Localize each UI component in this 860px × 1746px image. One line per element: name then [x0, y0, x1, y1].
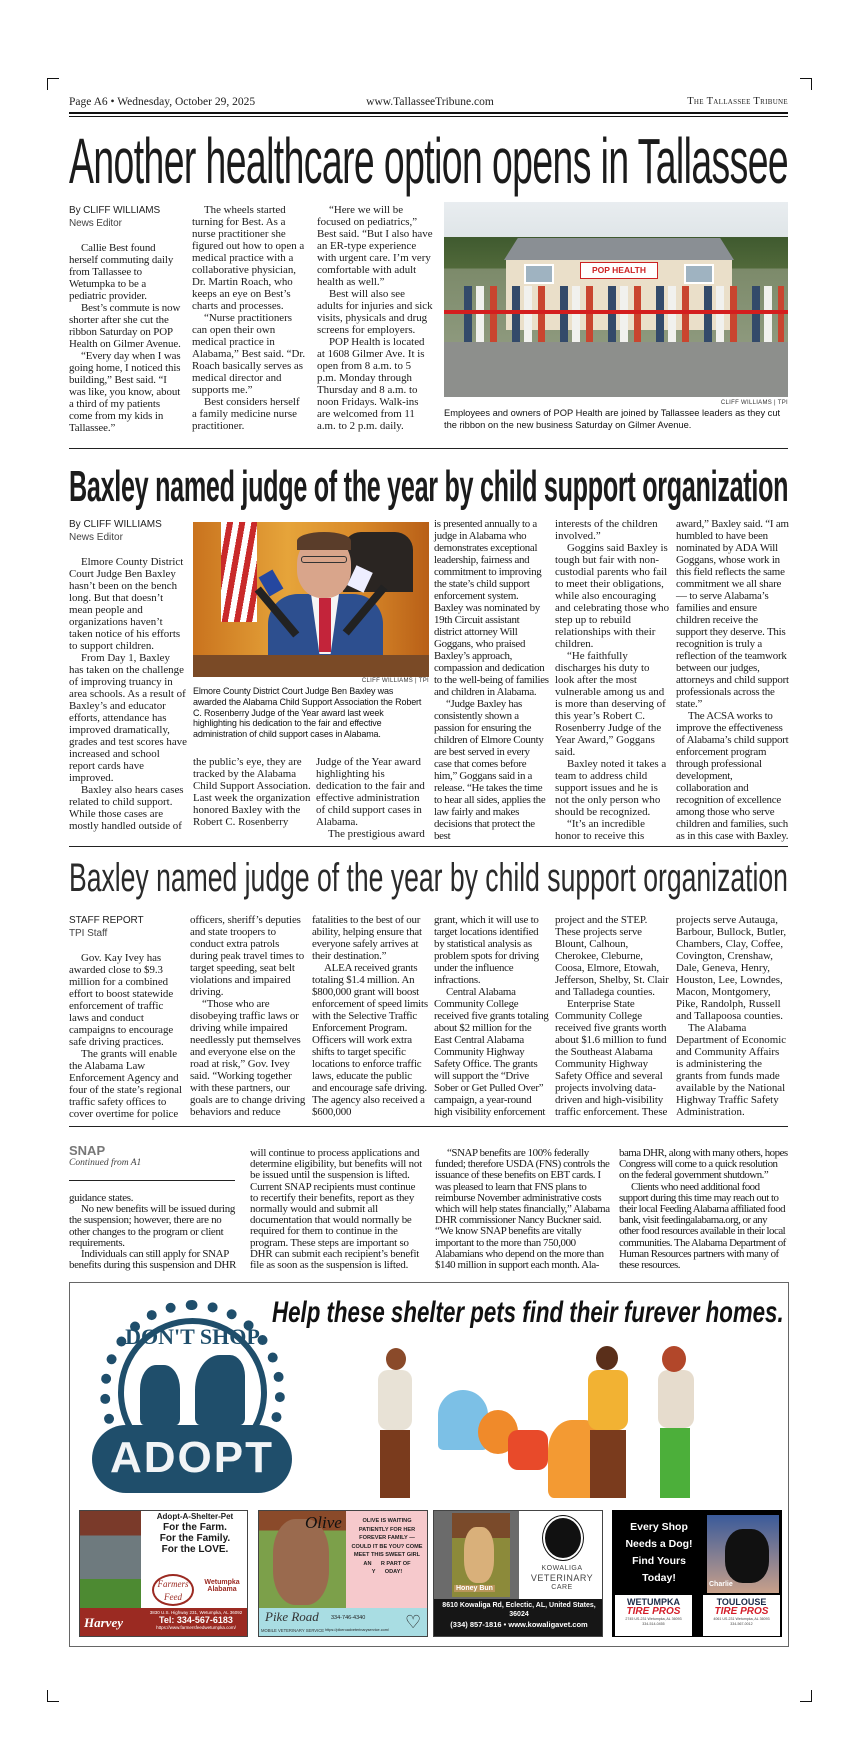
headline-baxley: Baxley named judge of the year by child support organization [69, 462, 789, 511]
store-name: TOULOUSE [716, 1597, 767, 1607]
paragraph: The prestigious award [328, 828, 425, 840]
article3-column-3 [312, 914, 428, 1118]
store-phone: 334-514-0455 [642, 1622, 665, 1626]
paragraph: From Day 1, Baxley has taken on the challenge of improving truancy in area schools. As a result of Baxley’s and educator efforts, attendance has improved dramatically, grades and test scores have increased and school report cards have improved. [69, 652, 187, 784]
kowaliga-contact[interactable]: (334) 857-1816 • www.kowaligavet.com [450, 1620, 588, 1629]
article3-column-1 [69, 914, 183, 1120]
paragraph: “It’s an incredible honor to receive this [555, 818, 646, 842]
store-brand: TIRE PROS [626, 1606, 681, 1617]
paragraph: Gov. Kay Ivey has awarded close to $9.3 million for a combined effort to boost statewide enforcement of traffic laws and conduct campaigns to encourage safe driving practices. [69, 952, 174, 1048]
paper-name: The Tallassee Tribune [687, 96, 788, 107]
kowaliga-brand: CARE [551, 1584, 573, 1591]
logo-adopt: ADOPT [110, 1433, 274, 1482]
paragraph: POP Health is located at 1608 Gilmer Ave. It is open from 8 a.m. to 5 p.m. Monday through Thursday and 8 a.m. to noon Fridays. Walk-ins are welcomed from 11 a.m. to 2 p.m. daily. [317, 336, 425, 432]
farmers-phone: Tel: 334-567-6183 [159, 1615, 233, 1625]
article3-column-6 [676, 914, 789, 1118]
section-divider [69, 448, 788, 449]
olive-text-line: Y ODAY! [371, 1569, 403, 1575]
paragraph: The grants will enable the Alabama Law Enforcement Agency and four of the state’s regional traffic safety offices to cover overtime for police [69, 1048, 182, 1120]
store-address: 4061 US-231 Wetumpka, AL 36093 [713, 1617, 770, 1621]
toulouse-tire-pros [703, 1595, 780, 1636]
paragraph: Individuals can still apply for SNAP benefits during this suspension and DHR [69, 1248, 237, 1272]
farmers-slogan [142, 1513, 248, 1555]
byline-author: By CLIFF WILLIAMS [69, 519, 162, 530]
store-brand: TIRE PROS [714, 1606, 769, 1617]
website-link[interactable]: www.TallasseeTribune.com [366, 96, 494, 108]
paragraph: Goggins said Baxley is tough but fair with non-custodial parents who fail to meet their obligations, while also encouraging and celebrating those who step up to rebuild relationships with their children. [555, 542, 670, 650]
pet-name-olive: Olive [305, 1513, 342, 1532]
pet-name-harvey: Harvey [84, 1615, 123, 1630]
slogan-line: For the Family. [159, 1532, 231, 1544]
paragraph: “Every day when I was going home, I noticed this building,” Best said. “I was like, you know, about a third of my patients come from my kids in Tallassee.” [69, 350, 181, 434]
farmers-address: 3830 U.S. Highway 231, Wetumpka, AL 36092 [149, 1610, 243, 1615]
photo-credit: CLIFF WILLIAMS | TPI [720, 400, 788, 406]
page-info: Page A6 • Wednesday, October 29, 2025 [69, 96, 256, 108]
article2-column-5 [555, 518, 670, 842]
paragraph: Elmore County District Court Judge Ben Baxley hasn’t been on the bench long. But that doesn’t mean people and organizations haven’t taken notice of his efforts to support children. [69, 556, 184, 652]
paragraph: Best will also see adults for injuries and sick visits, physicals and drug screens for employers. [317, 288, 433, 336]
ribbon-cutting-photo [444, 202, 788, 397]
article2-column-4 [434, 518, 549, 842]
article3-column-5 [555, 914, 670, 1118]
snap-label: SNAP [69, 1143, 106, 1158]
slogan-line: For the LOVE. [161, 1543, 229, 1555]
paragraph: Clients who need additional food support during this time may reach out to their local Feeding Alabama affiliated food bank, visit feedingalabama.org, or any other food resources available in their local communities. The Alabama Department of Human Resources partners with many of these resources. [619, 1180, 786, 1272]
article2-column-1 [69, 518, 187, 832]
headline-container [69, 856, 788, 900]
paragraph: guidance states. [69, 1192, 134, 1204]
paragraph: The Alabama Department of Economic and Community Affairs is administering the grants from funds made available by the National Highway Traffic Safety Administration. [676, 1022, 787, 1118]
article2-column-6 [676, 518, 789, 842]
kowaliga-logo-icon [543, 1516, 583, 1560]
byline [69, 204, 181, 230]
crop-mark [800, 78, 812, 90]
paragraph: “SNAP benefits are 100% federally funded; therefore USDA (FNS) controls the issuance of these benefits on EBT cards. I was pleased to learn that FNS plans to reimburse November administrative costs which will help states financially,” Alabama DHR commissioner Nancy Buckner said. “We know SNAP benefits are vitally important to the more than 750,000 Alabamians who depend on the more than $140 million in support each month. Ala- [435, 1147, 610, 1272]
snap-column-2 [250, 1148, 422, 1271]
article2-column-3 [316, 756, 430, 840]
farmers-feed-ad[interactable] [79, 1510, 248, 1637]
byline-author: By CLIFF WILLIAMS [69, 205, 161, 216]
paragraph: grant, which it will use to target locations identified by statistical analysis as problem spots for driving under the influence infractions. [434, 914, 539, 986]
photo-credit: CLIFF WILLIAMS | TPI [361, 678, 429, 684]
store-phone: 334-567-0012 [730, 1622, 753, 1626]
cat-silhouette-icon [140, 1365, 180, 1425]
photo-caption: Employees and owners of POP Health are joined by Tallassee leaders as they cut the ribbon on the new business Saturday on Gilmer Avenue. [444, 408, 781, 430]
paragraph: bama DHR, along with many others, hopes Congress will come to a quick resolution on the federal government shutdown.” [619, 1147, 788, 1182]
olive-text-line: OLIVE IS WAITING [362, 1518, 412, 1524]
crop-mark [47, 78, 59, 90]
paragraph: interests of the children involved.” [555, 518, 658, 542]
headline-grants: Baxley named judge of the year by child support organization [69, 856, 788, 900]
paragraph: Judge of the Year award highlighting his dedication to the fair and effective administration of child support cases in Alabama. [316, 756, 425, 828]
paragraph: projects serve Autauga, Barbour, Bullock, Butler, Chambers, Clay, Coffee, Covington, Crenshaw, Dale, Geneva, Henry, Houston, Lee, Lowndes, Macon, Montgomery, Pike, Randolph, Russell and Tallapoosa counties. [676, 914, 787, 1022]
snap-column-1 [69, 1193, 237, 1271]
paragraph: will continue to process applications and determine eligibility, but benefits will not be issued until the suspension is lifted. Current SNAP recipients must continue to recertify their benefits, report as they normally would and submit all documentation that would normally be required for them to continue in the program. These steps are important so DHR can submit each recipient’s benefit file as soon as the suspension is lifted. [250, 1147, 422, 1272]
harvey-dog-photo [80, 1511, 141, 1608]
store-address: 2745 US-231 Wetumpka, AL 36093 [625, 1617, 682, 1621]
paragraph: award,” Baxley said. “I am humbled to have been nominated by ADA Will Goggans, whose work in this field reflects the same commitment we all share — to serve Alabama’s families and ensure children receive the support they deserve. This recognition is truly a reflection of the teamwork between our judges, attorneys and child support professionals across the state.” [676, 518, 789, 710]
paragraph: officers, sheriff’s deputies and state troopers to conduct extra patrols during peak travel times to target speeding, seat belt violations and impaired driving. [190, 914, 305, 998]
pike-road-vet-ad[interactable] [258, 1510, 428, 1637]
farmers-feed-logo: Farmers Feed [152, 1574, 194, 1606]
crop-mark [47, 1690, 59, 1702]
byline-role: News Editor [69, 218, 122, 229]
paragraph: is presented annually to a judge in Alabama who demonstrates exceptional leadership, fairness and commitment to improving the state’s child support enforcement system. Baxley was nominated by 19th Circuit assistant district attorney Will Goggans, who praised Baxley’s approach, compassion and dedication to the well-being of families and children in Alabama. [434, 518, 549, 698]
byline-role: TPI Staff [69, 928, 108, 939]
slogan-line: Adopt-A-Shelter-Pet [156, 1512, 234, 1521]
paragraph: The wheels started turning for Best. As a nurse practitioner she figured out how to open a medical practice with a collaborative physician, Dr. Martin Roach, who keeps an eye on Best’s charts and processes. [192, 204, 305, 312]
paragraph: Baxley also hears cases related to child support. While those cases are mostly handled outside of [69, 784, 184, 832]
byline [69, 914, 183, 940]
paragraph: Best’s commute is now shorter after she cut the ribbon Saturday on POP Health on Gilmer Avenue. [69, 302, 181, 350]
header-rule [69, 112, 788, 117]
paragraph: Central Alabama Community College received five grants totaling about $2 million for the East Central Alabama Community Highway Safety Office. The grants will support the “Drive Sober or Get Pulled Over” campaign, a year-round high visibility enforcement [434, 986, 549, 1118]
kowaliga-address: 8610 Kowaliga Rd, Eclectic, AL, United States, 36024 [442, 1602, 596, 1618]
pop-health-sign: POP HEALTH [580, 262, 658, 279]
headline-container [69, 125, 789, 197]
paragraph: “Nurse practitioners can open their own medical practice in Alabama,” Best said. “Dr. Roach basically serves as medical director and supports me.” [192, 312, 306, 396]
article1-column-1 [69, 204, 181, 434]
tire-pros-ad[interactable] [612, 1510, 782, 1637]
wetumpka-tire-pros [615, 1595, 692, 1636]
farmers-url[interactable]: https://www.farmersfeedwetumpka.com/ [156, 1625, 236, 1630]
byline [69, 518, 187, 544]
pet-name-charlie: Charlie [709, 1581, 733, 1588]
snap-column-4 [619, 1148, 789, 1271]
olive-text-line: FOREVER FAMILY — [359, 1535, 415, 1541]
pike-road-url[interactable]: https://pikeroadveterinaryservice.com/ [325, 1628, 389, 1632]
pike-road-logo: Pike Road [265, 1609, 319, 1624]
continued-from: Continued from A1 [69, 1158, 142, 1168]
paragraph: fatalities to the best of our ability, helping ensure that everyone safely arrives at their destination.” [312, 914, 422, 962]
olive-text-line: COULD IT BE YOU? COME [351, 1543, 423, 1550]
judge-baxley-photo [193, 522, 429, 677]
olive-text-line: MEET THIS SWEET GIRL [353, 1552, 421, 1558]
kowaliga-brand: VETERINARY [530, 1573, 594, 1583]
article2-column-2 [193, 756, 311, 828]
paragraph: ALEA received grants totaling $1.4 million. An $800,000 grant will boost enforcement of speed limits with the Selective Traffic Enforcement Program. Officers will work extra shifts to target specific locations to enforce traffic laws, educate the public and encourage safe driving. The agency also received a $600,000 [312, 962, 428, 1118]
paragraph: the public’s eye, they are tracked by the Alabama Child Support Association. Last week the organization honored Baxley with the Robert C. Rosenberry [193, 756, 311, 828]
paragraph: Enterprise State Community College received five grants worth about $1.6 million to fund the Southeast Alabama Community Highway Safety Office and several projects involving data-driven and high-visibility traffic enforcement. These [555, 998, 668, 1118]
byline-author: STAFF REPORT [69, 915, 144, 926]
farmers-location: Wetumpka Alabama [204, 1579, 240, 1593]
paragraph: “Those who are disobeying traffic laws or driving while impaired needlessly put themselves and everyone else on the road at risk,” Gov. Ivey said. “Working together with these partners, our goals are to change driving behaviors and reduce [190, 998, 306, 1118]
slogan-line: For the Farm. [163, 1521, 227, 1533]
article3-column-4 [434, 914, 549, 1118]
tire-pros-slogan: Every Shop Needs a Dog! Find Yours Today! [625, 1521, 693, 1584]
people-with-pets-illustration [368, 1340, 718, 1500]
kowaliga-brand: KOWALIGA [541, 1565, 583, 1572]
store-name: WETUMPKA [627, 1597, 680, 1607]
article1-column-3 [317, 204, 433, 432]
paragraph: Callie Best found herself commuting daily from Tallassee to Wetumpka to be a pediatric provider. [69, 242, 174, 302]
crop-mark [800, 1690, 812, 1702]
red-ribbon [444, 310, 788, 314]
snap-column-3 [435, 1148, 611, 1271]
paragraph: Baxley noted it takes a team to address child support issues and he is not the only person who should be recognized. [555, 758, 667, 818]
article3-column-2 [190, 914, 306, 1118]
ad-headline-container [272, 1296, 784, 1330]
kowaliga-vet-ad[interactable] [433, 1510, 603, 1637]
section-divider [69, 1126, 788, 1127]
section-divider [69, 846, 788, 847]
olive-text-line: PATIENTLY FOR HER [358, 1526, 416, 1533]
article1-column-2 [192, 204, 306, 432]
paragraph: project and the STEP. These projects serve Blount, Calhoun, Cherokee, Cleburne, Coosa, Elmore, Etowah, Jefferson, Shelby, St. Clair and Talladega counties. [555, 914, 669, 998]
photo-caption: Elmore County District Court Judge Ben Baxley was awarded the Alabama Child Support Association the Robert C. Rosenberry Judge of the Year award last week highlighting his dedication to the fair and effective administration of child support cases in Alabama. [193, 686, 422, 740]
headline-container [69, 463, 788, 511]
paragraph: “Here we will be focused on pediatrics,” Best said. “But I also have an ER-type experience with urgent care. I’m very comfortable with adult health as well.” [317, 204, 433, 288]
paragraph: The ACSA works to improve the effectiveness of Alabama’s child support enforcement program through professional development, collaboration and recognition of excellence among those who serve children and families, such as in this case with Baxley. [676, 710, 789, 842]
olive-text-line: AN R PART OF [363, 1560, 411, 1567]
heart-paw-icon: ♡ [405, 1612, 422, 1632]
pike-road-service: MOBILE VETERINARY SERVICE [261, 1628, 325, 1633]
snap-jump-head [69, 1143, 235, 1181]
ad-headline: Help these shelter pets find their furever homes. [272, 1296, 784, 1329]
dog-silhouette-icon [195, 1355, 245, 1425]
paragraph: “Judge Baxley has consistently shown a passion for ensuring the children of Elmore County are best served in every case that comes before him,” Goggans said in a release. “He takes the time to hear all sides, applies the law fairly and makes decisions that protect the best [434, 698, 546, 842]
paragraph: “He faithfully discharges his duty to look after the most vulnerable among us and is more than deserving of this year’s Robert C. Rosenberry Judge of the Year Award,” Goggans said. [555, 650, 666, 758]
headline-healthcare: Another healthcare option opens in Tallassee [69, 125, 789, 197]
paragraph: Best considers herself a family medicine nurse practitioner. [192, 396, 300, 432]
logo-dont-shop: DON'T SHOP [125, 1324, 260, 1349]
pet-name-honey-bun: Honey Bun [456, 1585, 493, 1592]
pike-road-phone: 334-746-4340 [331, 1615, 366, 1621]
bone-banner [92, 1425, 292, 1493]
paragraph: No new benefits will be issued during the suspension; however, there are no other changes to the program or client requirements. [69, 1203, 236, 1249]
byline-role: News Editor [69, 532, 123, 543]
